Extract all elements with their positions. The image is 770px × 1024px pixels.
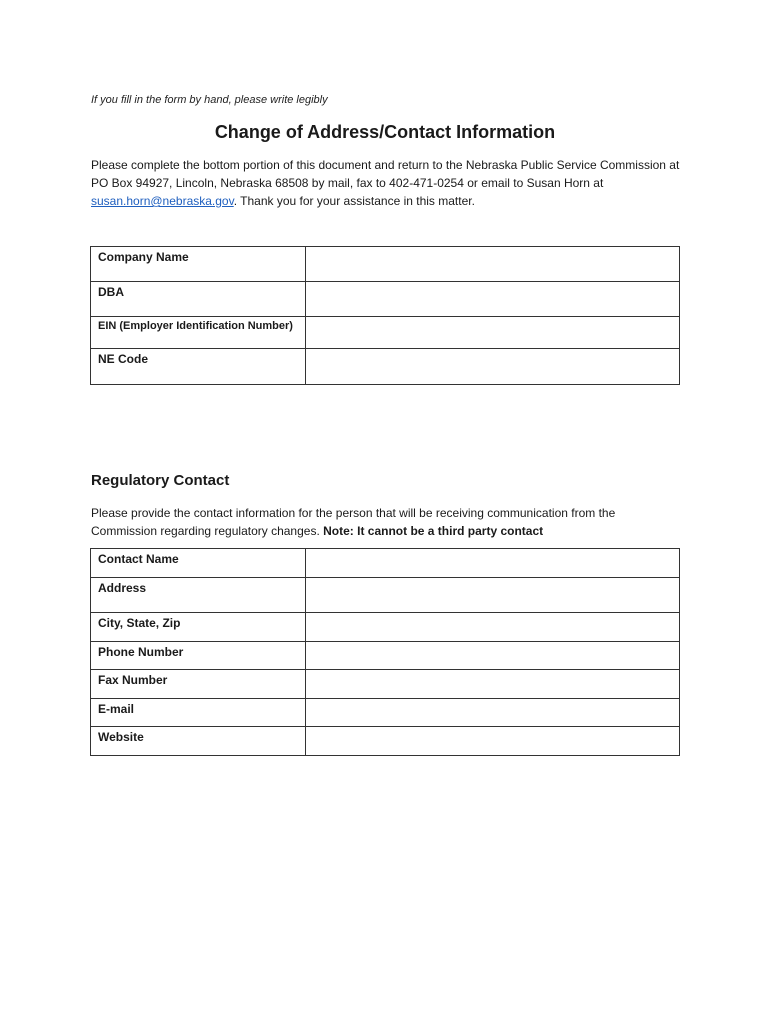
- table-row: [91, 578, 680, 613]
- regulatory-contact-description: [91, 504, 681, 540]
- regulatory-description-text: Please provide the contact information for the person that will be receiving communication from the Commission regarding regulatory changes.: [91, 506, 616, 538]
- table-row: [91, 727, 680, 756]
- table-row: [91, 699, 680, 727]
- contact-name-field[interactable]: [306, 549, 680, 578]
- intro-text: Please complete the bottom portion of this document and return to the Nebraska Public Service Commission at PO Box 94927, Lincoln, Nebraska 68508 by mail, fax to 402-471-0254 or email to Susan Horn at: [91, 158, 680, 190]
- fax-number-label: Fax Number: [91, 670, 306, 699]
- company-name-label: Company Name: [91, 247, 306, 282]
- table-row: [91, 282, 680, 317]
- third-party-note: Note: It cannot be a third party contact: [323, 524, 544, 538]
- address-field[interactable]: [306, 578, 680, 613]
- table-row: [91, 317, 680, 349]
- table-row: [91, 642, 680, 670]
- ein-label: EIN (Employer Identification Number): [91, 317, 306, 349]
- regulatory-contact-table: [90, 548, 680, 756]
- table-row: [91, 549, 680, 578]
- email-link[interactable]: susan.horn@nebraska.gov: [91, 194, 234, 208]
- fax-number-field[interactable]: [306, 670, 680, 699]
- dba-field[interactable]: [306, 282, 680, 317]
- phone-number-field[interactable]: [306, 642, 680, 670]
- city-state-zip-label: City, State, Zip: [91, 613, 306, 642]
- dba-label: DBA: [91, 282, 306, 317]
- contact-name-label: Contact Name: [91, 549, 306, 578]
- regulatory-contact-heading: Regulatory Contact: [91, 472, 230, 489]
- phone-number-label: Phone Number: [91, 642, 306, 670]
- address-label: Address: [91, 578, 306, 613]
- page-title: Change of Address/Contact Information: [214, 122, 556, 142]
- company-name-field[interactable]: [306, 247, 680, 282]
- city-state-zip-field[interactable]: [306, 613, 680, 642]
- table-row: [91, 349, 680, 385]
- table-row: [91, 247, 680, 282]
- website-label: Website: [91, 727, 306, 756]
- ein-field[interactable]: [306, 317, 680, 349]
- intro-paragraph: [91, 156, 681, 210]
- email-field[interactable]: [306, 699, 680, 727]
- ne-code-label: NE Code: [91, 349, 306, 385]
- table-row: [91, 670, 680, 699]
- website-field[interactable]: [306, 727, 680, 756]
- table-row: [91, 613, 680, 642]
- intro-text-end: . Thank you for your assistance in this matter.: [233, 194, 475, 208]
- handwriting-note: If you fill in the form by hand, please write legibly: [91, 94, 328, 106]
- email-label: E-mail: [91, 699, 306, 727]
- ne-code-field[interactable]: [306, 349, 680, 385]
- company-info-table: [90, 246, 680, 385]
